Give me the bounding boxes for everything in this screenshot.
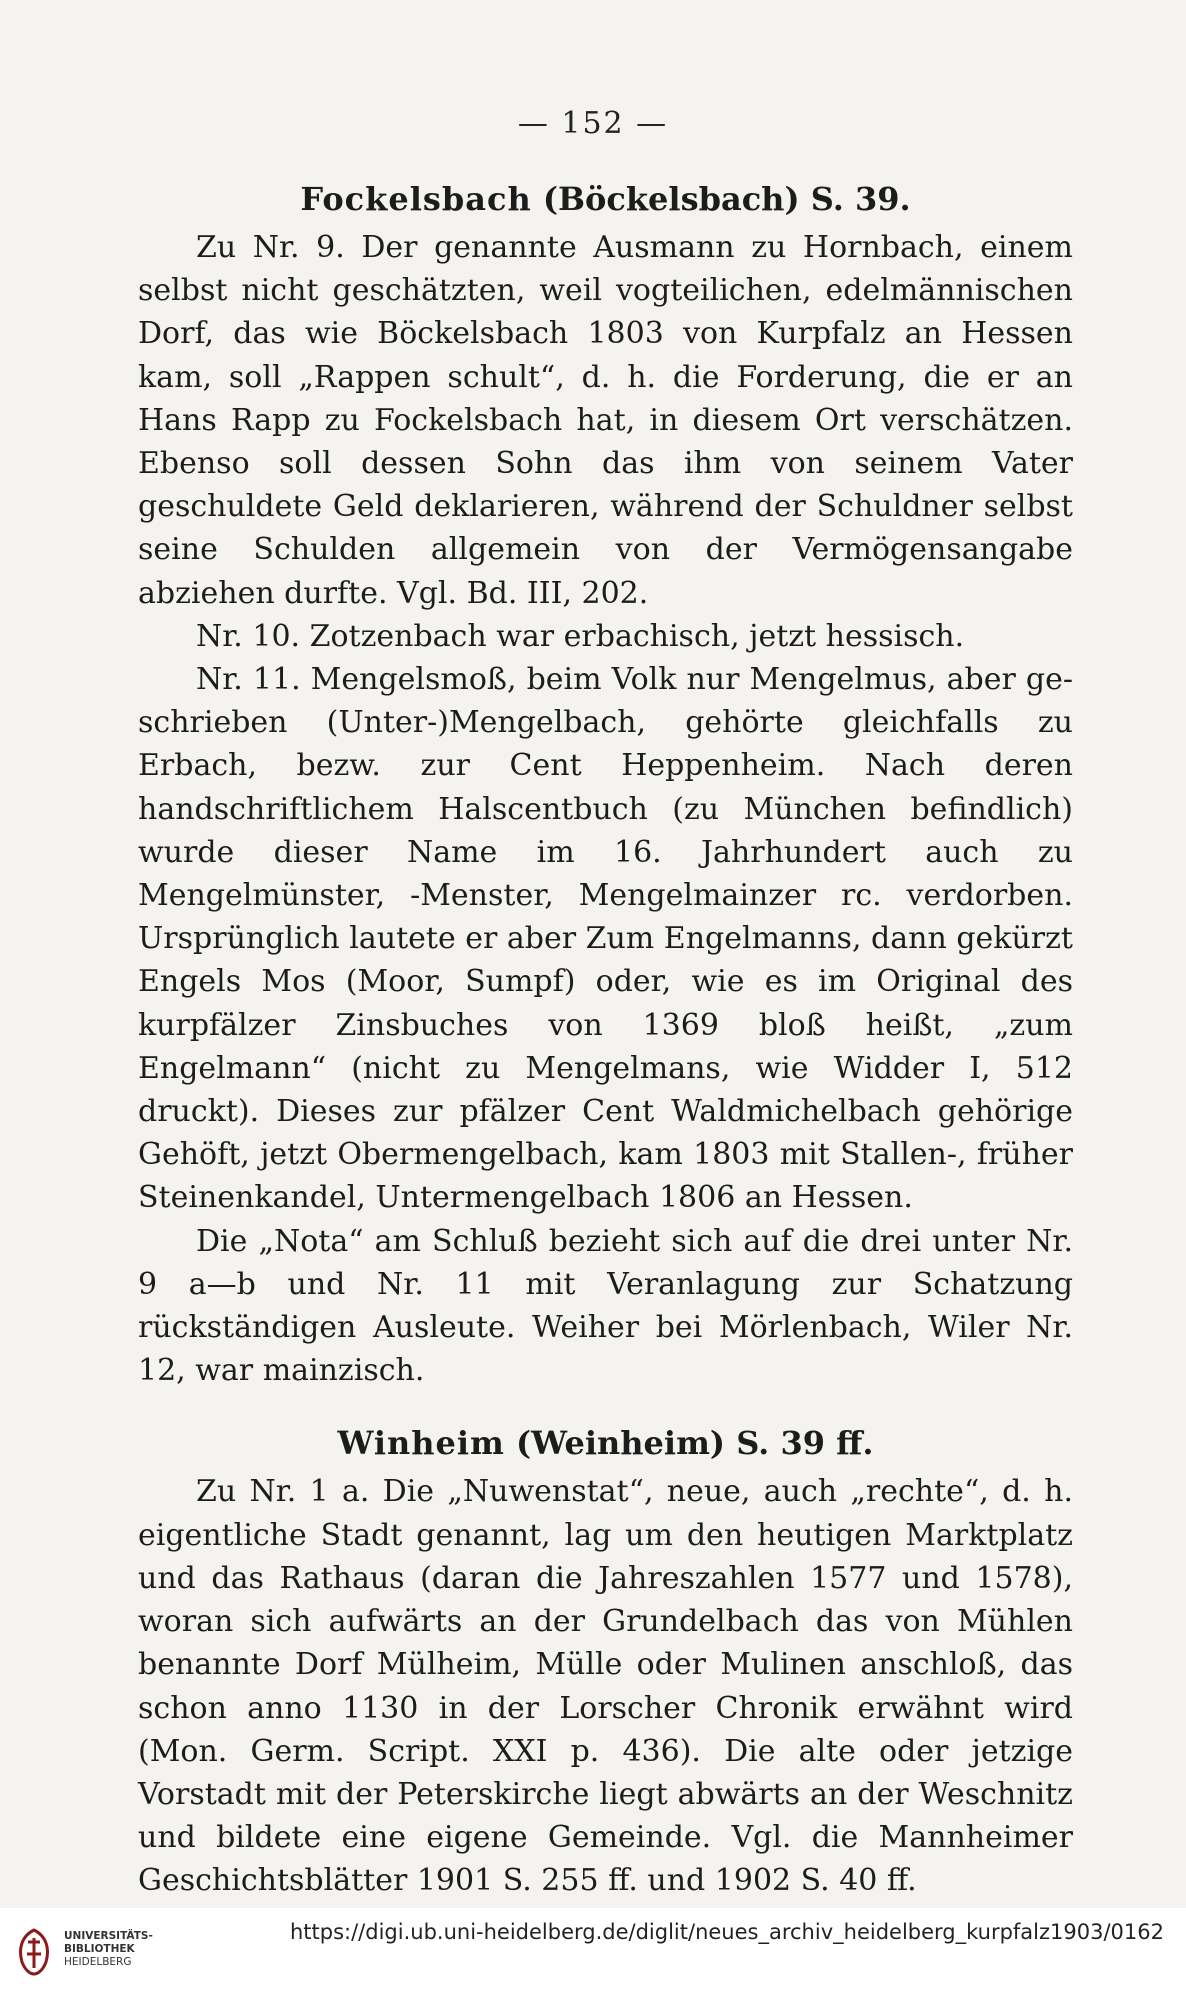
paragraph-nr1a: Zu Nr. 1 a. Die „Nuwenstat“, neue, auch „rechte“, d. h. eigentliche Stadt genannt, lag um den heutigen Marktplatz und das Rathaus (daran die Jahreszahlen 1577 und 1578), woran sich aufwärts an der Grundelbach das von Mühlen benannte Dorf Mülheim, Mülle oder Mulinen anschloß, das schon anno 1130 in der Lorscher Chronik erwähnt wird (Mon. Germ. Script. XXI p. 436). Die alte oder jetzige Vorstadt mit der Peterskirche liegt abwärts an der Weschnitz und bildete eine eigene Gemeinde. Vgl. die Mannheimer Geschichtsblätter 1901 S. 255 ff. und 1902 S. 40 ff.	[138, 1474, 1073, 1899]
section-heading-winheim	[138, 1422, 1073, 1464]
library-name-line: HEIDELBERG	[64, 1956, 132, 1968]
section-heading-detail: (Böckelsbach) S. 39.	[531, 180, 911, 218]
section-heading-name: Fockelsbach	[300, 180, 532, 218]
section-heading-name: Winheim	[337, 1424, 505, 1463]
library-logo[interactable]	[14, 1924, 164, 1982]
paragraph-nota: Die „Nota“ am Schluß bezieht sich auf die drei unter Nr. 9 a—b und Nr. 11 mit Veranlagung zur Schatzung rückständigen Ausleute. Weiher bei Mörlenbach, Wiler Nr. 12, war mainzisch.	[138, 1223, 1073, 1389]
section-heading-detail: (Weinheim) S. 39 ff.	[504, 1424, 874, 1463]
page-url-link[interactable]: https://digi.ub.uni-heidelberg.de/diglit/neues_archiv_heidelberg_kurpfalz1903/0162	[289, 1920, 1164, 1944]
paragraph-nr11: Nr. 11. Mengelsmoß, beim Volk nur Mengelmus, aber geschrieben (Unter-)Mengelbach, gehörte gleichfalls zu Erbach, bezw. zur Cent Heppenheim. Nach deren handschriftlichem Halscentbuch (zu München befindlich) wurde dieser Name im 16. Jahrhundert auch zu Mengelmünster, -Menster, Mengelmainzer rc. verdorben. Ursprünglich lautete er aber Zum Engelmanns, dann gekürzt Engels Mos (Moor, Sumpf) oder, wie es im Original des kurpfälzer Zinsbuches von 1369 bloß heißt, „zum Engelmann“ (nicht zu Mengelmans, wie Widder I, 512 druckt). Dieses zur pfälzer Cent Waldmichelbach gehörige Gehöft, jetzt Obermengelbach, kam 1803 mit Stallen-, früher Steinenkandel, Untermengelbach 1806 an Hessen.	[138, 662, 1073, 1216]
paragraph-nr10: Nr. 10. Zotzenbach war erbachisch, jetzt hessisch.	[196, 618, 965, 654]
library-seal-icon	[14, 1928, 54, 1976]
library-name	[64, 1930, 153, 1969]
library-name-line: BIBLIOTHEK	[64, 1943, 135, 1955]
page-content	[138, 178, 1073, 1903]
page-number: — 152 —	[517, 106, 669, 141]
section-heading-fockelsbach	[138, 178, 1073, 220]
library-name-line: UNIVERSITÄTS-	[64, 1930, 153, 1942]
paragraph-nr9: Zu Nr. 9. Der genannte Ausmann zu Hornbach, einem selbst nicht geschätzten, weil vogteilichen, edelmännischen Dorf, das wie Böckelsbach 1803 von Kurpfalz an Hessen kam, soll „Rappen schult“, d. h. die Forderung, die er an Hans Rapp zu Fockelsbach hat, in diesem Ort verschätzen. Ebenso soll dessen Sohn das ihm von seinem Vater geschuldete Geld deklarieren, während der Schuldner selbst seine Schulden allgemein von der Vermögensangabe abziehen durfte. Vgl. Bd. III, 202.	[138, 230, 1073, 611]
